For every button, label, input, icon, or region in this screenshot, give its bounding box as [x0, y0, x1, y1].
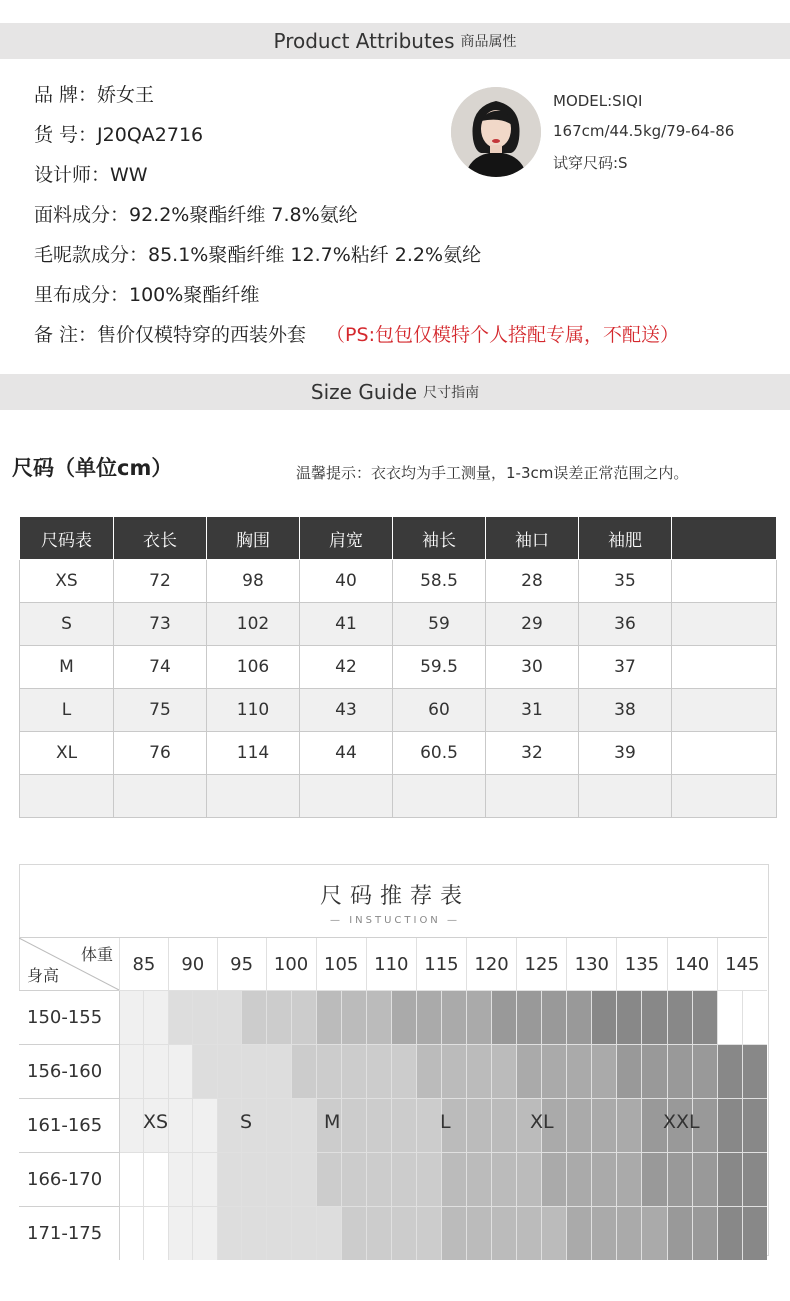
recommend-corner — [19, 938, 120, 991]
recommend-shade-cell — [742, 1207, 767, 1261]
recommend-shade-cell — [120, 1099, 144, 1153]
size-table-heading: 尺码（单位cm） — [12, 456, 173, 480]
recommend-shade-cell — [492, 1099, 517, 1153]
recommend-height-row — [19, 991, 767, 1045]
recommend-shade-cell — [193, 1045, 217, 1099]
recommend-weight-cell: 85 — [120, 938, 169, 991]
recommend-shade-cell — [341, 1099, 366, 1153]
model-portrait-icon — [451, 87, 541, 177]
recommend-shade-cell — [492, 991, 517, 1045]
recommend-shade-cell — [266, 1045, 291, 1099]
recommend-shade-cell — [642, 1045, 667, 1099]
table-cell: XL — [20, 732, 114, 775]
recommend-shade-cell — [567, 1099, 592, 1153]
table-cell: 110 — [207, 689, 300, 732]
table-cell — [486, 775, 579, 818]
recommend-shade-cell — [667, 1153, 692, 1207]
table-cell — [393, 775, 486, 818]
table-cell: 59.5 — [393, 646, 486, 689]
recommend-shade-cell — [567, 991, 592, 1045]
recommend-height-cell: 161-165 — [19, 1099, 120, 1153]
table-row — [20, 689, 777, 732]
recommend-shade-cell — [193, 1099, 217, 1153]
recommend-shade-cell — [742, 1099, 767, 1153]
model-name: MODEL:SIQI — [553, 92, 643, 110]
recommend-shade-cell — [567, 1207, 592, 1261]
recommend-shade-cell — [617, 1099, 642, 1153]
recommend-shade-cell — [168, 1207, 192, 1261]
recommend-shade-cell — [366, 1153, 391, 1207]
recommend-shade-cell — [144, 991, 168, 1045]
recommend-shade-cell — [441, 1153, 466, 1207]
table-row — [20, 646, 777, 689]
recommend-height-row — [19, 1207, 767, 1261]
table-cell: 60.5 — [393, 732, 486, 775]
recommend-height-label: 身高 — [27, 966, 60, 985]
model-body: 167cm/44.5kg/79-64-86 — [553, 122, 735, 140]
recommend-weight-label: 体重 — [80, 945, 113, 964]
recommend-shade-cell — [193, 1207, 217, 1261]
recommend-shade-cell — [667, 1207, 692, 1261]
recommend-shade-cell — [416, 1045, 441, 1099]
table-cell: L — [20, 689, 114, 732]
recommend-shade-cell — [441, 1207, 466, 1261]
recommend-shade-cell — [391, 1045, 416, 1099]
recommend-height-cell: 171-175 — [19, 1207, 120, 1261]
size-guide-title-cn: 尺寸指南 — [423, 385, 480, 401]
recommend-shade-cell — [193, 1153, 217, 1207]
recommend-shade-cell — [492, 1045, 517, 1099]
recommend-shade-cell — [291, 1045, 316, 1099]
attributes-band — [0, 23, 790, 59]
table-cell: 73 — [114, 603, 207, 646]
table-cell: 42 — [300, 646, 393, 689]
attr-wool: 毛呢款成分：85.1%聚酯纤维 12.7%粘纤 2.2%氨纶 — [34, 244, 482, 266]
recommend-shade-cell — [692, 991, 717, 1045]
recommend-grid-body — [19, 938, 767, 1261]
size-table-header-cell: 袖肥 — [579, 517, 672, 560]
recommend-shade-cell — [416, 991, 441, 1045]
table-cell: 39 — [579, 732, 672, 775]
recommend-shade-cell — [217, 1099, 241, 1153]
size-table-header-cell: 胸围 — [207, 517, 300, 560]
size-table-header-cell: 袖长 — [393, 517, 486, 560]
recommend-shade-cell — [592, 1045, 617, 1099]
table-cell: 30 — [486, 646, 579, 689]
size-table-header-cell: 尺码表 — [20, 517, 114, 560]
table-cell: 74 — [114, 646, 207, 689]
size-table-header-cell: 袖口 — [486, 517, 579, 560]
recommend-size-label: S — [240, 1111, 253, 1133]
table-cell: 35 — [579, 560, 672, 603]
recommend-shade-cell — [717, 1045, 742, 1099]
recommend-size-label: XL — [530, 1111, 554, 1133]
recommend-weight-cell: 135 — [617, 938, 667, 991]
recommend-shade-cell — [266, 1207, 291, 1261]
recommend-shade-cell — [717, 1099, 742, 1153]
size-guide-title-en: Size Guide — [310, 380, 418, 404]
recommend-size-label: L — [440, 1111, 451, 1133]
recommend-shade-cell — [542, 1207, 567, 1261]
recommend-size-label: M — [324, 1111, 341, 1133]
recommend-shade-cell — [341, 1045, 366, 1099]
recommend-shade-cell — [120, 1153, 144, 1207]
recommend-shade-cell — [266, 1153, 291, 1207]
recommend-weight-cell: 125 — [517, 938, 567, 991]
recommend-subtitle: — INSTUCTION — — [330, 915, 460, 926]
recommend-shade-cell — [467, 1099, 492, 1153]
recommend-shade-cell — [291, 1207, 316, 1261]
table-cell: 75 — [114, 689, 207, 732]
recommend-height-cell: 150-155 — [19, 991, 120, 1045]
recommend-shade-cell — [366, 1099, 391, 1153]
size-recommend-panel — [19, 864, 769, 1256]
recommend-weight-cell: 115 — [416, 938, 466, 991]
recommend-shade-cell — [517, 1207, 542, 1261]
recommend-shade-cell — [266, 1099, 291, 1153]
recommend-shade-cell — [217, 1045, 241, 1099]
recommend-shade-cell — [467, 991, 492, 1045]
table-cell: 29 — [486, 603, 579, 646]
recommend-shade-cell — [567, 1045, 592, 1099]
recommend-shade-cell — [291, 1153, 316, 1207]
recommend-weight-cell: 140 — [667, 938, 717, 991]
table-cell — [207, 775, 300, 818]
recommend-weight-cell: 120 — [467, 938, 517, 991]
recommend-shade-cell — [592, 991, 617, 1045]
table-cell: 98 — [207, 560, 300, 603]
recommend-shade-cell — [316, 991, 341, 1045]
table-row — [20, 603, 777, 646]
table-cell: 38 — [579, 689, 672, 732]
table-row — [20, 560, 777, 603]
recommend-shade-cell — [667, 991, 692, 1045]
table-cell — [672, 646, 777, 689]
recommend-height-cell: 156-160 — [19, 1045, 120, 1099]
recommend-shade-cell — [316, 1045, 341, 1099]
size-table-header — [20, 517, 777, 560]
table-cell: XS — [20, 560, 114, 603]
size-guide-band — [0, 374, 790, 410]
recommend-shade-cell — [217, 991, 241, 1045]
recommend-shade-cell — [341, 991, 366, 1045]
table-row — [20, 775, 777, 818]
recommend-shade-cell — [242, 1207, 266, 1261]
recommend-weight-cell: 105 — [316, 938, 366, 991]
recommend-shade-cell — [168, 1153, 192, 1207]
recommend-weight-row — [19, 938, 767, 991]
table-cell — [579, 775, 672, 818]
recommend-shade-cell — [168, 991, 192, 1045]
recommend-shade-cell — [441, 991, 466, 1045]
recommend-shade-cell — [617, 1153, 642, 1207]
recommend-shade-cell — [692, 1153, 717, 1207]
attr-brand: 品 牌：娇女王 — [34, 84, 155, 106]
recommend-shade-cell — [242, 1045, 266, 1099]
recommend-shade-cell — [542, 1045, 567, 1099]
size-table-header-cell: 衣长 — [114, 517, 207, 560]
table-cell: 41 — [300, 603, 393, 646]
table-cell: M — [20, 646, 114, 689]
recommend-shade-cell — [242, 1153, 266, 1207]
table-cell — [20, 775, 114, 818]
table-cell: 60 — [393, 689, 486, 732]
table-cell: 59 — [393, 603, 486, 646]
attr-remark-text: 备 注：售价仅模特穿的西装外套 — [34, 324, 307, 346]
model-avatar — [451, 87, 541, 177]
recommend-shade-cell — [144, 1207, 168, 1261]
size-table-tip: 温馨提示：衣衣均为手工测量，1-3cm误差正常范围之内。 — [296, 464, 689, 482]
recommend-shade-cell — [542, 991, 567, 1045]
recommend-shade-cell — [717, 991, 742, 1045]
recommend-shade-cell — [467, 1153, 492, 1207]
recommend-shade-cell — [144, 1045, 168, 1099]
table-cell: 28 — [486, 560, 579, 603]
recommend-weight-cell: 95 — [217, 938, 266, 991]
recommend-shade-cell — [341, 1207, 366, 1261]
recommend-shade-cell — [467, 1207, 492, 1261]
recommend-weight-cell: 90 — [168, 938, 217, 991]
recommend-shade-cell — [242, 991, 266, 1045]
recommend-shade-cell — [492, 1207, 517, 1261]
table-cell: 37 — [579, 646, 672, 689]
table-cell: 36 — [579, 603, 672, 646]
table-cell: 31 — [486, 689, 579, 732]
recommend-shade-cell — [168, 1099, 192, 1153]
recommend-height-row — [19, 1153, 767, 1207]
recommend-shade-cell — [517, 1045, 542, 1099]
recommend-shade-cell — [517, 991, 542, 1045]
recommend-shade-cell — [316, 1207, 341, 1261]
recommend-shade-cell — [416, 1207, 441, 1261]
attributes-title-cn: 商品属性 — [460, 34, 517, 50]
recommend-shade-cell — [144, 1153, 168, 1207]
recommend-shade-cell — [366, 1045, 391, 1099]
size-table-body — [20, 560, 777, 818]
table-cell — [672, 689, 777, 732]
recommend-shade-cell — [717, 1153, 742, 1207]
recommend-shade-cell — [366, 1207, 391, 1261]
table-cell: 32 — [486, 732, 579, 775]
table-cell: S — [20, 603, 114, 646]
attr-fabric: 面料成分：92.2%聚酯纤维 7.8%氨纶 — [34, 204, 358, 226]
table-cell: 44 — [300, 732, 393, 775]
recommend-shade-cell — [391, 1153, 416, 1207]
recommend-shade-cell — [717, 1207, 742, 1261]
recommend-shade-cell — [692, 1045, 717, 1099]
recommend-shade-cell — [391, 1099, 416, 1153]
recommend-shade-cell — [291, 1099, 316, 1153]
attributes-title-en: Product Attributes — [273, 29, 455, 53]
recommend-shade-cell — [416, 1153, 441, 1207]
attr-remark — [34, 320, 679, 347]
recommend-shade-cell — [567, 1153, 592, 1207]
table-cell: 58.5 — [393, 560, 486, 603]
recommend-shade-cell — [617, 1045, 642, 1099]
size-table-header-cell — [672, 517, 777, 560]
recommend-shade-cell — [517, 1153, 542, 1207]
recommend-shade-cell — [291, 991, 316, 1045]
recommend-height-row — [19, 1099, 767, 1153]
recommend-shade-cell — [617, 991, 642, 1045]
recommend-shade-cell — [592, 1153, 617, 1207]
recommend-shade-cell — [120, 1045, 144, 1099]
recommend-weight-cell: 100 — [266, 938, 316, 991]
model-size: 试穿尺码:S — [553, 154, 628, 172]
table-cell: 106 — [207, 646, 300, 689]
recommend-weight-cell: 110 — [366, 938, 416, 991]
recommend-shade-cell — [168, 1045, 192, 1099]
recommend-shade-cell — [193, 991, 217, 1045]
recommend-shade-cell — [416, 1099, 441, 1153]
attr-sku: 货 号：J20QA2716 — [34, 124, 204, 146]
recommend-shade-cell — [592, 1099, 617, 1153]
recommend-shade-cell — [217, 1153, 241, 1207]
recommend-height-row — [19, 1045, 767, 1099]
size-table — [19, 516, 777, 818]
recommend-shade-cell — [642, 1207, 667, 1261]
recommend-shade-cell — [441, 1045, 466, 1099]
attr-remark-ps: （PS:包包仅模特个人搭配专属，不配送） — [326, 324, 679, 346]
table-cell — [300, 775, 393, 818]
recommend-grid — [19, 937, 767, 1260]
recommend-shade-cell — [542, 1153, 567, 1207]
recommend-shade-cell — [391, 991, 416, 1045]
size-table-header-cell: 肩宽 — [300, 517, 393, 560]
table-cell — [672, 603, 777, 646]
attr-lining: 里布成分：100%聚酯纤维 — [34, 284, 260, 306]
table-cell — [114, 775, 207, 818]
recommend-shade-cell — [617, 1207, 642, 1261]
table-cell — [672, 560, 777, 603]
recommend-shade-cell — [492, 1153, 517, 1207]
table-row — [20, 732, 777, 775]
recommend-shade-cell — [316, 1153, 341, 1207]
recommend-shade-cell — [341, 1153, 366, 1207]
recommend-shade-cell — [120, 1207, 144, 1261]
recommend-shade-cell — [467, 1045, 492, 1099]
table-cell: 102 — [207, 603, 300, 646]
recommend-shade-cell — [266, 991, 291, 1045]
recommend-shade-cell — [692, 1207, 717, 1261]
table-cell: 72 — [114, 560, 207, 603]
recommend-size-label: XS — [143, 1111, 169, 1133]
recommend-shade-cell — [120, 991, 144, 1045]
recommend-shade-cell — [742, 1153, 767, 1207]
table-cell: 43 — [300, 689, 393, 732]
recommend-size-label: XXL — [663, 1111, 700, 1133]
recommend-shade-cell — [366, 991, 391, 1045]
recommend-weight-cell: 130 — [567, 938, 617, 991]
recommend-title: 尺码推荐表 — [319, 884, 470, 909]
recommend-height-cell: 166-170 — [19, 1153, 120, 1207]
recommend-shade-cell — [642, 991, 667, 1045]
table-cell — [672, 775, 777, 818]
recommend-shade-cell — [742, 1045, 767, 1099]
table-cell: 40 — [300, 560, 393, 603]
recommend-shade-cell — [642, 1153, 667, 1207]
table-cell: 114 — [207, 732, 300, 775]
table-cell: 76 — [114, 732, 207, 775]
recommend-shade-cell — [391, 1207, 416, 1261]
recommend-shade-cell — [742, 991, 767, 1045]
recommend-weight-cell: 145 — [717, 938, 767, 991]
attr-designer: 设计师：WW — [34, 164, 148, 186]
table-cell — [672, 732, 777, 775]
recommend-shade-cell — [592, 1207, 617, 1261]
recommend-shade-cell — [667, 1045, 692, 1099]
recommend-shade-cell — [217, 1207, 241, 1261]
